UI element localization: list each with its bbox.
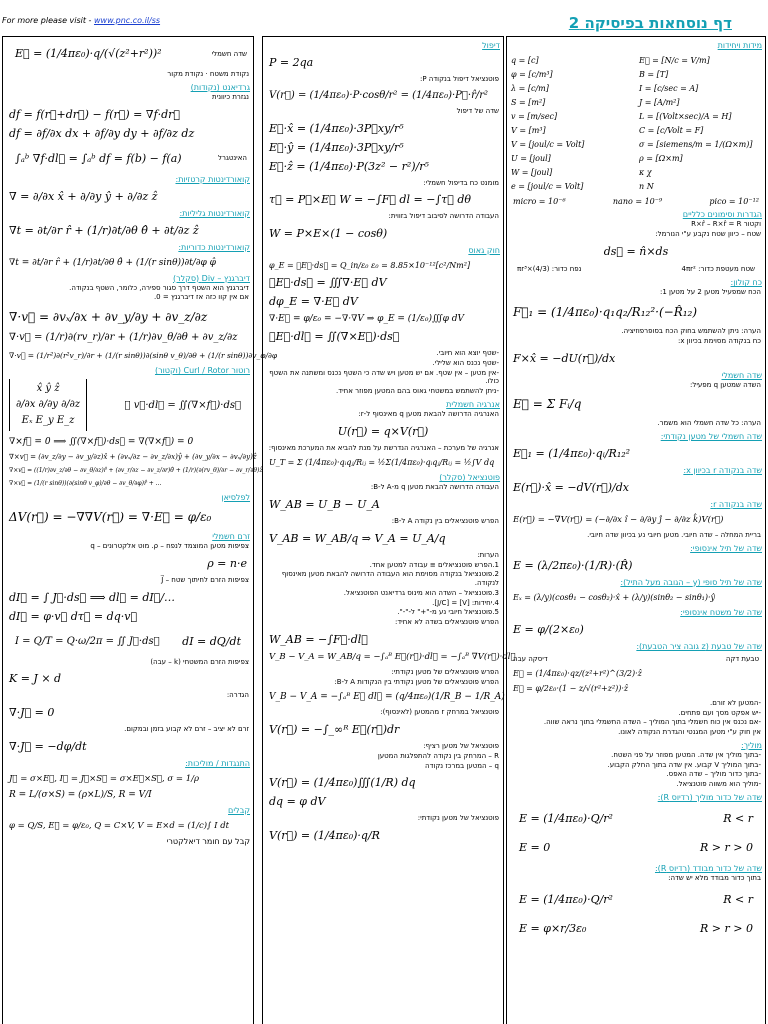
solid-row1 (513, 887, 759, 912)
unit-entry: φ = [c/m³] (511, 70, 553, 79)
gradient-eq1: df = f(r⃗+dr⃗) − f(r⃗) = ∇f·dr⃗ (9, 107, 181, 121)
path-eq2: V_B − V_A = W_AB/q = −∫ₐᴮ E⃗(r⃗)·dl⃗ = −∫ₐᴮ ∇V(r⃗)·dl⃗ (269, 651, 516, 662)
field-eq3: E(r⃗)·x̂ = −dV(r⃗)/dx (513, 481, 629, 494)
field-eq4: E(r⃗) = −∇V(r⃗) = (−∂/∂x î − ∂/∂y ĵ − ∂/∂z k̂)V(r⃗) (513, 515, 724, 525)
rules-heading: הערות: (477, 550, 499, 559)
field-eq1: E⃗ = Σ Fᵢ/q (513, 397, 582, 412)
sphere-eq1: E = (1/4πε₀)·Q/r² (519, 811, 613, 825)
curl-zero-eq: ∇×f⃗ = 0 ⟹ ∬(∇×f⃗)·ds⃗ = ∇(∇×f⃗) = 0 (9, 437, 194, 447)
unit-entry: V = [m³] (511, 126, 546, 135)
field-note: השדה שמטען q מפעיל: (689, 380, 761, 389)
field-heading4: שדה בנקודה r: (710, 500, 762, 509)
solid-eq1: E = (1/4πε₀)·Q/r² (519, 892, 613, 906)
unit-entry: W = [joul] (511, 168, 553, 177)
current-eq6: K = J × d (9, 672, 62, 686)
gradient-heading: גרדיאנט (נקודות) (190, 82, 250, 92)
torque-heading: מומנט כח בדיפול חשמלי: (423, 178, 499, 187)
unit-entry: λ = [c/m] (511, 84, 549, 93)
dipole-note: פוטנציאל דיפול בנקודה P: (419, 75, 499, 83)
continuity-eq2: ∇·J⃗ = −dφ/dt (9, 739, 87, 753)
unit-entry: B = [T] (639, 70, 669, 79)
torque-eq: τ⃗ = P⃗×E⃗ W = −∫F⃗ dl = −∫τ⃗ dθ (269, 193, 472, 207)
line-heading: שדה של תיל אינסופי: (690, 543, 762, 553)
electric-field-eq: E⃗ = (1/4πε₀)·q/(√(z²+r²))² (15, 47, 162, 60)
gauss-eq5: ∮E⃗·dl⃗ = ∬(∇×E⃗)·ds⃗ (269, 330, 400, 343)
geometry-row (513, 264, 759, 275)
conductor-heading: מוליך: (741, 740, 762, 750)
coulomb-n2: כח בנקודה מסוימת בכיוון x: (678, 336, 761, 345)
gauss-heading: חוק גאוס (468, 246, 500, 255)
line-heading2: שדה של תיל סופי (y – הגובה מעל התיל): (620, 577, 762, 587)
sub-surface: נקודת משטח (209, 70, 249, 78)
field-heading2: שדה חשמלי של מטען נקודתי: (660, 432, 762, 441)
laplacian-heading: לפלסיאן (221, 493, 250, 502)
gradient-int-label: האינטגרל (218, 154, 247, 162)
unit-entry: n N (639, 182, 654, 191)
energy-note2: אנרגיה של מערכת – האנרגיה הנדרשת על מנת להביא את המערכת מאינסוף: (268, 443, 499, 452)
point-heading: הפרש פוטנציאלים של מטען נקודתי: (391, 667, 499, 676)
ring-n2: -יש אפקט מסך ועם פתחים. (678, 708, 761, 717)
prefix-pico: pico = 10⁻¹² (709, 197, 759, 206)
sphere-eq2: E = 0 (519, 840, 551, 854)
dipole-field-eq2: E⃗·ŷ = (1/4πε₀)·3P⃗xy/r⁵ (269, 140, 404, 154)
capacitor-eq: φ = Q/S, E⃗ = φ/ε₀, Q = C×V, V = E×d = (1/c)∫ I dt (9, 820, 230, 831)
div-note1: דיברגנץ הוא השטף דרך סגור ספירה, כלומר, השטף בנקודה. (69, 283, 249, 292)
capacitor-heading: קבלים (228, 805, 250, 815)
rule-5: 5.פוטנציאל חיובי נע מ-"+" ל-"-". (397, 608, 499, 617)
unit-entry: L = [(Volt×sec)/A = H] (639, 112, 732, 121)
det-row3: Eₓ E_y E_z (21, 415, 75, 426)
work-eq: W = P×E×(1 − cosθ) (269, 227, 388, 240)
solid-row2 (513, 916, 759, 941)
header (0, 0, 768, 34)
gauss-n1: -שטף יוצא הוא חיובי. (436, 349, 499, 357)
energy-note: האנרגיה הדרושה להבאת מטען q מאינסוף ל-r: (358, 409, 499, 418)
rule-1: 1.הפרש פוטנציאלים ≡ עבודה למטען אחד. (369, 560, 499, 569)
point-note: הפרש פוטנציאלים של מטען נקודתי בין הנקודות A ל-B: (334, 677, 499, 686)
sub-source: נקודת מקור (167, 70, 204, 78)
cont-n1: R – המרחק בין נקודה להתפלגות המטען (377, 751, 499, 760)
plane-heading: שדה של משטח אינסופי: (680, 607, 762, 617)
dipole-eq1: V(r⃗) = (1/4πε₀)·P·cosθ/r² = (1/4πε₀)·P⃗·r̂/r² (269, 89, 489, 101)
visit-link[interactable]: www.pnc.co.il/ss (93, 16, 161, 25)
ring-eq1: E⃗ = (1/4πε₀)·qz/(z²+r²)^(3/2)·ẑ (513, 668, 642, 678)
geometry-n1: וקטור R×r̂ – R×r̂ = R (691, 220, 761, 228)
potential-heading: פוטנציאל (סקלר) (439, 473, 500, 483)
sphere-c2: R > r > 0 (700, 840, 753, 854)
sphere-row1 (513, 806, 759, 831)
dipole-eq0: P = 2qa (269, 56, 314, 69)
prefix-micro: micro = 10⁻⁶ (513, 197, 566, 206)
electric-field-row (9, 41, 247, 66)
solid-eq2: E = φ×r/3ε₀ (519, 921, 587, 935)
column-vector-calculus (2, 36, 278, 1024)
unit-entry: v = [m/sec] (511, 112, 558, 121)
gradient-eq3: ∫ₐᵇ ∇f·dl⃗ = ∫ₐᵇ df = f(b) − f(a) (15, 151, 182, 165)
unit-entry: e = [joul/c = Volt] (511, 182, 584, 191)
line-eq: E = (λ/2πε₀)·(1/R)·(R̂) (513, 558, 633, 572)
page-title: דף נוסחאות בפיסיקה 2 (568, 14, 732, 32)
div-cyl-eq: ∇·v⃗ = (1/r)∂(rv_r)/∂r + (1/r)∂v_θ/∂θ + ∂v_z/∂z (9, 332, 238, 343)
sphere-heading: שדה של כדור מוליך (רדיוס R): (657, 792, 762, 802)
sphere-c1: R < r (723, 811, 753, 825)
plane-eq: E = φ/(2×ε₀) (513, 622, 584, 636)
geometry-eq1: ds⃗ = n̂×ds (603, 244, 669, 258)
prefix-row (513, 197, 759, 206)
ring-heading: שדה של טבעת (z גובה ציר הטבעת): (636, 641, 762, 651)
geometry-n3: שטח מעטפת כדור: 4πr² (681, 264, 755, 273)
units-grid (511, 56, 761, 191)
dipole-heading: דיפול (482, 41, 500, 50)
curl-det-row (9, 379, 247, 431)
coulomb-eq2: F×x̂ = −dU(r⃗)/dx (513, 351, 616, 365)
laplacian-eq: ΔV(r⃗) = −∇∇V(r⃗) = ∇·E⃗ = φ/ε₀ (9, 510, 212, 524)
conductivity-heading: התנגדות / מוליכות: (185, 758, 250, 768)
ring-eq2: E⃗ = φ/2ε₀·(1 − z/√(r²+z²))·ẑ (513, 683, 629, 693)
gradient-note: נגזרת כיוונית (212, 92, 249, 101)
path-eq1: W_AB = −∫F⃗·dl⃗ (269, 632, 368, 646)
cont-eq2: dq = φ dV (269, 795, 326, 809)
unit-entry: C = [c/Volt = F] (639, 126, 704, 135)
del-cyl-heading: קואורדינטות גליליות: (179, 208, 250, 218)
cont-eq1: V(r⃗) = (1/4πε₀)∭(1/R) dq (269, 776, 416, 790)
current-note2: צפיפות הזרם לחיתוך שטח – J⃗ (161, 575, 249, 584)
ring-n4: אין חוק ע"י מטען המגנטי והגדרת הנקודה לאונו. (618, 728, 761, 736)
geometry-n2: שטח – כיוון שטח נקבע ע"י הנורמל: (655, 229, 761, 238)
unit-entry: q = [c] (511, 56, 539, 65)
del-cart-eq: ∇ = ∂/∂x x̂ + ∂/∂y ŷ + ∂/∂z ẑ (9, 189, 158, 203)
units-heading: מידות ויחידות (717, 41, 762, 50)
div-note2: אם אין קוו כזה אז דיברגנץ = 0. (153, 293, 249, 302)
unit-entry: κ χ (639, 168, 652, 177)
current-eq5: dI = dQ/dt (182, 634, 241, 648)
det-row2: ∂/∂x ∂/∂y ∂/∂z (16, 399, 81, 410)
unit-entry: S = [m²] (511, 98, 546, 107)
curl-heading: רוטור Curl / Rotor (וקטור) (154, 366, 250, 375)
continuity-note: זרם לא יציב – זרם לא קבוע בזמן ובמקום. (124, 725, 249, 733)
cont-heading: פוטנציאל של מטען רציף: (423, 742, 499, 750)
del-cyl-eq: ∇t = ∂t/∂r r̂ + (1/r)∂t/∂θ θ̂ + ∂t/∂z ẑ (9, 223, 199, 237)
geometry-n4: נפח כדור: (4/3)×πr³ (517, 264, 582, 273)
point-eq2: V(r⃗) = −∫_∞ᴿ E⃗(r⃗)dr (269, 723, 400, 736)
del-sph-heading: קואורדינטות כדוריות: (178, 242, 250, 252)
current-eq3: dI⃗ = φ·v⃗ dτ⃗ = dq·v⃗ (9, 609, 138, 623)
current-eq-row (9, 629, 247, 654)
coulomb-n1: הערה: ניתן להשתמש בחוק הכח בסופרפוזיציה. (621, 327, 761, 335)
visit-line (2, 16, 160, 25)
stokes-eq: ∮ v⃗·dl⃗ = ∬(∇×f⃗)·ds⃗ (124, 399, 241, 411)
line-eq2: Eₓ = (λ/y)(cosθ₁ − cosθ₂)·x̂ + (λ/y)(sinθ₂ − sinθ₁)·ŷ (513, 592, 716, 602)
point-eq1: V_B − V_A = −∫ₐᴮ E⃗ dl⃗ = (q/4πε₀)(1/R_B − 1/R_A) (269, 692, 505, 703)
solid-note: בתוך כדור מבודד מלא יש שדה: (668, 873, 761, 882)
curl-determinant (9, 379, 87, 431)
column-electrostatics (262, 36, 516, 1024)
cont-eq3: V(r⃗) = (1/4πε₀)·q/R (269, 829, 380, 842)
ring-n1: -המטען לא זורם. (710, 698, 761, 707)
coulomb-note: הכח שמפעיל מטען 2 על מטען 1: (659, 288, 761, 297)
continuity-eq1: ∇·J⃗ = 0 (9, 706, 55, 719)
del-sph-eq: ∇t = ∂t/∂r r̂ + (1/r)∂t/∂θ θ̂ + (1/(r sinθ))∂t/∂φ φ̂ (9, 257, 216, 268)
det-row1: x̂ ŷ ẑ (36, 383, 60, 394)
unit-entry: ρ = [Ω×m] (639, 154, 683, 163)
potential-note2: הפרש פוטנציאלים בין נקודה A ל-B: (391, 517, 499, 525)
del-cart-heading: קואורדינטות קרטזיות: (175, 174, 250, 184)
path-heading: הפרש פוטנציאלים בשדה לא אחיד: (394, 618, 499, 626)
dipole-field-heading: שדה של דיפול (456, 106, 499, 115)
conductor-n4: -מוליך הוא משווה פוטנציאל. (676, 780, 761, 788)
field-heading3: שדה בנקודה r בכיוון x: (683, 466, 762, 475)
gauss-eq3: dφ_E = ∇·E⃗ dV (269, 295, 358, 308)
solid-heading: שדה של כדור מבודד (רדיוס R): (654, 863, 762, 873)
curl-cart-eq: ∇×v⃗ = (∂v_z/∂y − ∂v_y/∂z)x̂ + (∂vₓ/∂z − ∂v_z/∂x)ŷ + (∂v_y/∂x − ∂vₓ/∂y)ẑ (9, 453, 257, 461)
energy-eq1: U(r⃗) = q×V(r⃗) (337, 424, 429, 438)
work-heading: העבודה הדרושה לסיבוב דיפול בזווית: (388, 212, 499, 221)
potential-eq2: V_AB = W_AB/q ⇒ V_A = U_A/q (269, 531, 446, 545)
unit-entry: V = [joul/c = Volt] (511, 140, 585, 149)
conductivity-eq1: J⃗ = σ×E⃗, I⃗ = J⃗×S⃗ = σ×E⃗×S⃗, σ = 1/ρ (9, 773, 200, 784)
unit-entry: σ = [siemens/m = 1/(Ω×m)] (639, 140, 753, 149)
geometry-heading: הגדרות וסימונים כלליים (682, 210, 762, 219)
coulomb-heading: כח קולון: (730, 278, 762, 288)
div-sph-eq: ∇·v⃗ = (1/r²)∂(r²v_r)/∂r + (1/(r sinθ))∂(sinθ v_θ)/∂θ + (1/(r sinθ))∂v_φ/∂φ (9, 351, 278, 360)
electric-field-sub: נקודת משטח · נקודת מקור (167, 70, 249, 78)
visit-text: For more please visit - (2, 16, 94, 25)
unit-entry: J = [A/m²] (639, 98, 680, 107)
conductor-n1: -בתוך מוליך אין שדה. המטען מפוזר על פני השטח. (611, 750, 761, 759)
energy-eq2: U_T = Σ (1/4πε₀)·qᵢqⱼ/Rᵢⱼ = ½Σ(1/4πε₀)·qᵢqⱼ/Rᵢⱼ = ½∫V dq (269, 458, 495, 468)
rule-4: 4.יחידות: [V] = [J/C]. (432, 598, 499, 607)
current-eq4: I = Q/T = Q·ω/2π = ∬ J⃗·ds⃗ (15, 635, 160, 647)
ring-lbl2: דיסקה עבה (513, 654, 548, 663)
ring-label-row (513, 655, 759, 663)
potential-eq1: W_AB = U_B − U_A (269, 498, 380, 511)
dielectric-heading: קבל עם חומר דיאלקטרי (166, 836, 250, 846)
gauss-eq4: ∇·E⃗ = φ/ε₀ = −∇·∇V ⇒ φ_E = (1/ε₀)∭φ dV (269, 314, 465, 324)
electric-field-label: שדה חשמלי (211, 49, 247, 58)
dipole-field-eq1: E⃗·x̂ = (1/4πε₀)·3P⃗xy/r⁵ (269, 121, 404, 135)
coulomb-eq: F⃗₁ = (1/4πε₀)·q₁q₂/R₁₂²·(−R̂₁₂) (513, 305, 698, 319)
field-heading: שדה חשמלי (721, 370, 762, 380)
solid-c2: R > r > 0 (700, 921, 753, 935)
gauss-n2: -שטף נכנס הוא שלילי. (432, 358, 499, 367)
field-n1: הערה: כל שדה חשמלי הוא משמר. (657, 419, 761, 428)
current-heading: זרם חשמלי (212, 532, 250, 541)
current-note3: צפיפות הזרם המשטחי (k – עבה) (150, 657, 249, 666)
curl-sph-eq: ∇×v⃗ = (1/(r sinθ))(∂(sinθ v_φ)/∂θ − ∂v_θ/∂φ)r̂ + ... (9, 480, 162, 487)
ring-n3: -אם נכנס אין כוח חשמלי בתוך המוליך – השדה החשמלי בתוך נראה שווה. (543, 718, 761, 727)
div-heading: דיברגנץ – Div (סקלר) (172, 273, 250, 283)
field-eq2: E⃗₁ = (1/4πε₀)·qᵢ/R₁₂² (513, 447, 631, 460)
ring-lbl1: טבעת דקה (725, 654, 759, 663)
point-note2: פוטנציאל במרחק r מהמטען (לאינסוף): (380, 708, 499, 717)
unit-entry: U = [joul] (511, 154, 551, 163)
column-units-fields (506, 36, 766, 1024)
curl-cyl-eq: ∇×v⃗ = ((1/r)∂v_z/∂θ − ∂v_θ/∂z)r̂ + (∂v_r/∂z − ∂v_z/∂r)θ̂ + (1/r)(∂(rv_θ)/∂r − ∂v_r/∂θ)ẑ (9, 467, 263, 474)
prefix-nano: nano = 10⁻⁹ (612, 197, 663, 206)
current-note1: צפיפות מטען המוצמד לנפח – ρ. מוט אלקטרונים – q (90, 542, 249, 550)
cont-heading2: פוטנציאל של מטען נקודתי: (417, 814, 499, 823)
cont-n2: q – המטען במרכז נקודה (425, 761, 499, 770)
solid-c1: R < r (723, 892, 753, 906)
dipole-field-eq3: E⃗·ẑ = (1/4πε₀)·P(3z² − r²)/r⁵ (269, 159, 429, 173)
unit-entry: E⃗ = [N/c = V/m] (639, 56, 710, 65)
gauss-eq2: ∯E⃗·ds⃗ = ∭∇·E⃗ dV (269, 276, 387, 289)
field-n2: בריית המחלה – שדה חיובי. מטען חיובי נע בכיוון שדה חיובי. (587, 531, 761, 539)
gauss-n3: -אין מטען – אין שטף. אם יש מטען ויש שדה כי השטף נכנס ומשתנה את השטף כולו. (269, 368, 499, 386)
potential-note: העבודה הדרושה להבאת מטען q מ-A ל-B: (370, 483, 499, 492)
unit-entry: I = [c/sec = A] (639, 84, 699, 93)
conductor-n3: -בתוך כדור מוליך – שדה האפס. (666, 770, 761, 779)
energy-heading: אנרגיה חשמלית (446, 399, 500, 409)
continuity-heading: הגדרה: (226, 691, 249, 700)
gauss-n4: -ניתן להשתמש במשטחי גאוס בהם המטען מפוזר אחיד. (336, 387, 499, 395)
sphere-row2 (513, 835, 759, 860)
conductivity-eq2: R = L/(σ×S) = (ρ×L)/S, R = V/I (9, 789, 152, 800)
rule-3: 3.פוטנציאל – השדה הוא מינוס גרדיאנט הפוטנציאל. (343, 588, 499, 597)
current-eq1: ρ = n·e (207, 556, 247, 570)
rule-2: 2.פוטנציאל בנקודה מסוימת הוא העבודה הדרושה להבאת מטען מאינסוף לנקודה. (281, 570, 499, 587)
gauss-eq1: φ_E = ∯E⃗·ds⃗ = Q_in/ε₀ ε₀ = 8.85×10⁻¹²[c²/Nm²] (269, 261, 471, 270)
gradient-int-row (9, 146, 247, 171)
gradient-eq2: df = ∂f/∂x dx + ∂f/∂y dy + ∂f/∂z dz (9, 126, 195, 140)
current-eq2: dI⃗ = ∫ J⃗·ds⃗ ⟹ dl⃗ = dI⃗/… (9, 590, 176, 604)
div-cart-eq: ∇·v⃗ = ∂vₓ/∂x + ∂v_y/∂y + ∂v_z/∂z (9, 310, 208, 324)
conductor-n2: -בתוך המוליך V קבוע. אין שדה בתוך החלק הקבוע. (607, 760, 761, 769)
